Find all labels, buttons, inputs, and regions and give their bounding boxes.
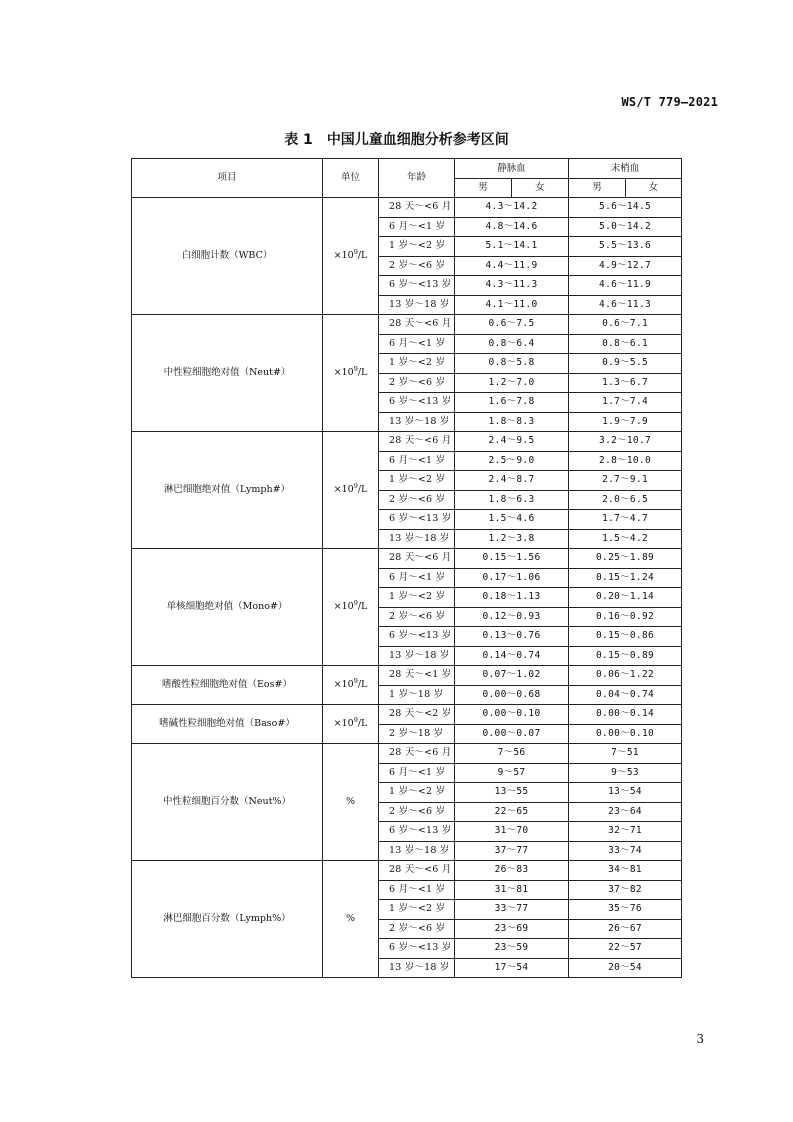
capillary-range-cell: 32～71 (569, 822, 682, 842)
capillary-range-cell: 4.6～11.3 (569, 295, 682, 315)
unit-base: ×10 (333, 718, 354, 729)
venous-range-cell: 0.07～1.02 (455, 666, 569, 686)
venous-range-cell: 33～77 (455, 900, 569, 920)
header-venous-male: 男 (455, 179, 512, 198)
venous-range-cell: 5.1～14.1 (455, 237, 569, 257)
capillary-range-cell: 1.7～4.7 (569, 510, 682, 530)
age-range-cell: 1 岁～18 岁 (379, 685, 455, 705)
unit-cell (323, 432, 379, 549)
table-row (132, 861, 682, 881)
unit-tail: /L (357, 367, 368, 378)
unit-cell (323, 315, 379, 432)
age-range-cell: 28 天～<6 月 (379, 432, 455, 452)
age-range-cell: 2 岁～<6 岁 (379, 256, 455, 276)
venous-range-cell: 1.8～8.3 (455, 412, 569, 432)
capillary-range-cell: 22～57 (569, 939, 682, 959)
venous-range-cell: 0.8～6.4 (455, 334, 569, 354)
capillary-range-cell: 1.9～7.9 (569, 412, 682, 432)
age-range-cell: 2 岁～<6 岁 (379, 490, 455, 510)
unit-exponent: 9 (353, 598, 358, 607)
age-range-cell: 13 岁～18 岁 (379, 958, 455, 978)
venous-range-cell: 0.00～0.10 (455, 705, 569, 725)
venous-range-cell: 0.00～0.07 (455, 724, 569, 744)
capillary-range-cell: 0.25～1.89 (569, 549, 682, 569)
age-range-cell: 6 月～<1 岁 (379, 763, 455, 783)
reference-interval-table (131, 158, 682, 978)
capillary-range-cell: 0.16～0.92 (569, 607, 682, 627)
unit-base: ×10 (333, 367, 354, 378)
venous-range-cell: 0.6～7.5 (455, 315, 569, 335)
capillary-range-cell: 0.15～1.24 (569, 568, 682, 588)
venous-range-cell: 1.2～3.8 (455, 529, 569, 549)
venous-range-cell: 0.17～1.06 (455, 568, 569, 588)
capillary-range-cell: 2.0～6.5 (569, 490, 682, 510)
age-range-cell: 6 岁～<13 岁 (379, 939, 455, 959)
table-row (132, 432, 682, 452)
unit-cell (323, 705, 379, 744)
table-caption-number: 表 1 (284, 132, 313, 148)
capillary-range-cell: 7～51 (569, 744, 682, 764)
age-range-cell: 2 岁～18 岁 (379, 724, 455, 744)
unit-cell (323, 549, 379, 666)
age-range-cell: 6 月～<1 岁 (379, 880, 455, 900)
capillary-range-cell: 4.6～11.9 (569, 276, 682, 296)
capillary-range-cell: 33～74 (569, 841, 682, 861)
age-range-cell: 1 岁～<2 岁 (379, 471, 455, 491)
venous-range-cell: 4.3～11.3 (455, 276, 569, 296)
venous-range-cell: 7～56 (455, 744, 569, 764)
age-range-cell: 28 天～<2 岁 (379, 705, 455, 725)
age-range-cell: 13 岁～18 岁 (379, 412, 455, 432)
age-range-cell: 6 月～<1 岁 (379, 451, 455, 471)
unit-exponent: 9 (353, 481, 358, 490)
age-range-cell: 28 天～<6 月 (379, 198, 455, 218)
age-range-cell: 6 岁～<13 岁 (379, 276, 455, 296)
capillary-range-cell: 9～53 (569, 763, 682, 783)
venous-range-cell: 0.14～0.74 (455, 646, 569, 666)
capillary-range-cell: 0.00～0.14 (569, 705, 682, 725)
age-range-cell: 6 月～<1 岁 (379, 217, 455, 237)
unit-cell (323, 666, 379, 705)
capillary-range-cell: 23～64 (569, 802, 682, 822)
capillary-range-cell: 3.2～10.7 (569, 432, 682, 452)
item-name-cell: 中性粒细胞百分数（Neut%） (132, 744, 323, 861)
age-range-cell: 6 岁～<13 岁 (379, 393, 455, 413)
venous-range-cell: 13～55 (455, 783, 569, 803)
header-capillary-female: 女 (626, 179, 682, 198)
table-row (132, 198, 682, 218)
capillary-range-cell: 35～76 (569, 900, 682, 920)
venous-range-cell: 1.6～7.8 (455, 393, 569, 413)
venous-range-cell: 1.5～4.6 (455, 510, 569, 530)
header-capillary-male: 男 (569, 179, 626, 198)
venous-range-cell: 4.1～11.0 (455, 295, 569, 315)
venous-range-cell: 4.3～14.2 (455, 198, 569, 218)
capillary-range-cell: 0.9～5.5 (569, 354, 682, 374)
venous-range-cell: 23～59 (455, 939, 569, 959)
capillary-range-cell: 2.7～9.1 (569, 471, 682, 491)
item-name-cell: 中性粒细胞绝对值（Neut#） (132, 315, 323, 432)
capillary-range-cell: 5.5～13.6 (569, 237, 682, 257)
age-range-cell: 6 月～<1 岁 (379, 334, 455, 354)
age-range-cell: 13 岁～18 岁 (379, 529, 455, 549)
capillary-range-cell: 37～82 (569, 880, 682, 900)
item-name-cell: 嗜酸性粒细胞绝对值（Eos#） (132, 666, 323, 705)
table-row (132, 705, 682, 725)
venous-range-cell: 0.15～1.56 (455, 549, 569, 569)
unit-base: ×10 (333, 250, 354, 261)
item-name-cell: 淋巴细胞百分数（Lymph%） (132, 861, 323, 978)
venous-range-cell: 26～83 (455, 861, 569, 881)
venous-range-cell: 9～57 (455, 763, 569, 783)
age-range-cell: 1 岁～<2 岁 (379, 900, 455, 920)
capillary-range-cell: 0.15～0.86 (569, 627, 682, 647)
venous-range-cell: 0.12～0.93 (455, 607, 569, 627)
age-range-cell: 6 月～<1 岁 (379, 568, 455, 588)
table-row (132, 744, 682, 764)
header-age: 年龄 (379, 159, 455, 198)
capillary-range-cell: 4.9～12.7 (569, 256, 682, 276)
header-venous-blood: 静脉血 (455, 159, 569, 179)
age-range-cell: 1 岁～<2 岁 (379, 354, 455, 374)
item-name-cell: 单核细胞绝对值（Mono#） (132, 549, 323, 666)
capillary-range-cell: 0.15～0.89 (569, 646, 682, 666)
unit-base: ×10 (333, 601, 354, 612)
header-capillary-blood: 末梢血 (569, 159, 682, 179)
venous-range-cell: 2.4～8.7 (455, 471, 569, 491)
venous-range-cell: 37～77 (455, 841, 569, 861)
table-row (132, 666, 682, 686)
header-unit: 单位 (323, 159, 379, 198)
header-item: 项目 (132, 159, 323, 198)
unit-exponent: 9 (353, 247, 358, 256)
age-range-cell: 13 岁～18 岁 (379, 295, 455, 315)
unit-tail: /L (357, 679, 368, 690)
capillary-range-cell: 5.0～14.2 (569, 217, 682, 237)
header-venous-female: 女 (512, 179, 569, 198)
venous-range-cell: 0.00～0.68 (455, 685, 569, 705)
capillary-range-cell: 0.00～0.10 (569, 724, 682, 744)
capillary-range-cell: 0.6～7.1 (569, 315, 682, 335)
capillary-range-cell: 0.04～0.74 (569, 685, 682, 705)
age-range-cell: 28 天～<6 月 (379, 549, 455, 569)
venous-range-cell: 17～54 (455, 958, 569, 978)
unit-cell: % (323, 744, 379, 861)
capillary-range-cell: 1.7～7.4 (569, 393, 682, 413)
venous-range-cell: 22～65 (455, 802, 569, 822)
venous-range-cell: 23～69 (455, 919, 569, 939)
table-caption-title: 中国儿童血细胞分析参考区间 (326, 132, 509, 148)
unit-base: ×10 (333, 679, 354, 690)
age-range-cell: 6 岁～<13 岁 (379, 510, 455, 530)
table-row (132, 315, 682, 335)
capillary-range-cell: 0.8～6.1 (569, 334, 682, 354)
age-range-cell: 2 岁～<6 岁 (379, 373, 455, 393)
capillary-range-cell: 1.3～6.7 (569, 373, 682, 393)
unit-exponent: 9 (353, 715, 358, 724)
unit-exponent: 9 (353, 676, 358, 685)
venous-range-cell: 4.4～11.9 (455, 256, 569, 276)
age-range-cell: 1 岁～<2 岁 (379, 237, 455, 257)
age-range-cell: 1 岁～<2 岁 (379, 588, 455, 608)
venous-range-cell: 0.13～0.76 (455, 627, 569, 647)
age-range-cell: 6 岁～<13 岁 (379, 822, 455, 842)
unit-cell (323, 198, 379, 315)
unit-tail: /L (357, 718, 368, 729)
venous-range-cell: 2.4～9.5 (455, 432, 569, 452)
venous-range-cell: 0.8～5.8 (455, 354, 569, 374)
unit-tail: /L (357, 601, 368, 612)
capillary-range-cell: 1.5～4.2 (569, 529, 682, 549)
capillary-range-cell: 5.6～14.5 (569, 198, 682, 218)
age-range-cell: 13 岁～18 岁 (379, 841, 455, 861)
capillary-range-cell: 26～67 (569, 919, 682, 939)
age-range-cell: 6 岁～<13 岁 (379, 627, 455, 647)
age-range-cell: 1 岁～<2 岁 (379, 783, 455, 803)
age-range-cell: 28 天～<6 月 (379, 861, 455, 881)
capillary-range-cell: 13～54 (569, 783, 682, 803)
venous-range-cell: 1.2～7.0 (455, 373, 569, 393)
unit-exponent: 9 (353, 364, 358, 373)
venous-range-cell: 2.5～9.0 (455, 451, 569, 471)
age-range-cell: 13 岁～18 岁 (379, 646, 455, 666)
capillary-range-cell: 0.20～1.14 (569, 588, 682, 608)
unit-cell: % (323, 861, 379, 978)
age-range-cell: 28 天～<1 岁 (379, 666, 455, 686)
table-body (132, 198, 682, 978)
item-name-cell: 淋巴细胞绝对值（Lymph#） (132, 432, 323, 549)
age-range-cell: 2 岁～<6 岁 (379, 607, 455, 627)
venous-range-cell: 31～81 (455, 880, 569, 900)
venous-range-cell: 31～70 (455, 822, 569, 842)
capillary-range-cell: 2.8～10.0 (569, 451, 682, 471)
age-range-cell: 28 天～<6 月 (379, 744, 455, 764)
age-range-cell: 28 天～<6 月 (379, 315, 455, 335)
capillary-range-cell: 20～54 (569, 958, 682, 978)
item-name-cell: 嗜碱性粒细胞绝对值（Baso#） (132, 705, 323, 744)
table-row (132, 549, 682, 569)
standard-code: WS/T 779—2021 (621, 95, 718, 109)
capillary-range-cell: 0.06～1.22 (569, 666, 682, 686)
age-range-cell: 2 岁～<6 岁 (379, 802, 455, 822)
venous-range-cell: 0.18～1.13 (455, 588, 569, 608)
page-number: 3 (696, 1032, 704, 1046)
venous-range-cell: 1.8～6.3 (455, 490, 569, 510)
venous-range-cell: 4.8～14.6 (455, 217, 569, 237)
item-name-cell: 白细胞计数（WBC） (132, 198, 323, 315)
age-range-cell: 2 岁～<6 岁 (379, 919, 455, 939)
unit-tail: /L (357, 484, 368, 495)
unit-tail: /L (357, 250, 368, 261)
unit-base: ×10 (333, 484, 354, 495)
capillary-range-cell: 34～81 (569, 861, 682, 881)
table-caption (0, 129, 793, 149)
